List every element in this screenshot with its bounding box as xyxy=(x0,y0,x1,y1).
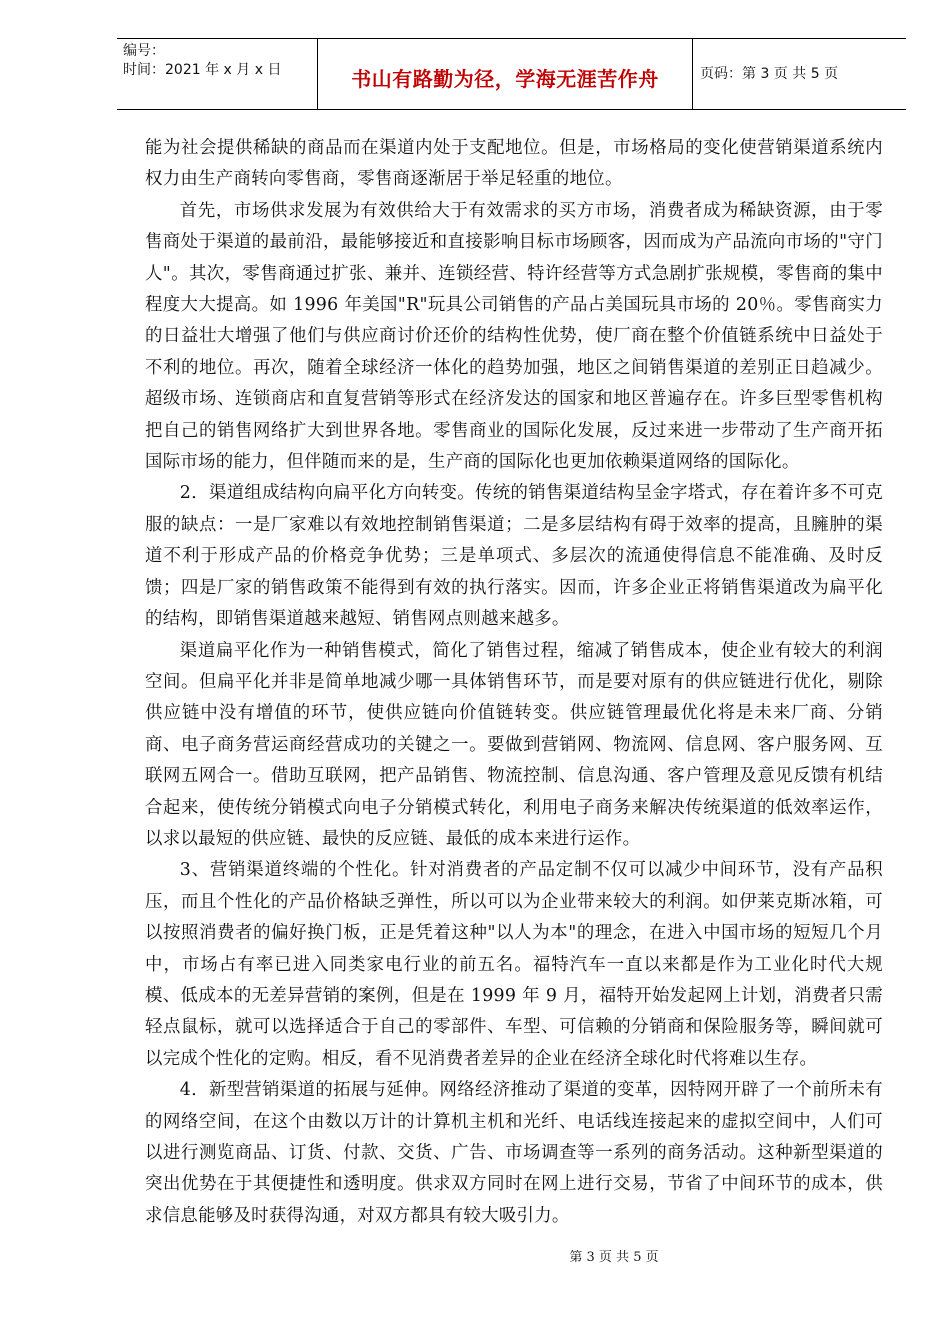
paragraph: 首先，市场供求发展为有效供给大于有效需求的买方市场，消费者成为稀缺资源，由于零售商处于渠道的最前沿，最能够接近和直接影响目标市场顾客，因而成为产品流向市场的"守门人"。其次，零售商通过扩张、兼并、连锁经营、特许经营等方式急剧扩张规模，零售商的集中程度大大提高。如 1996 年美国"R"玩具公司销售的产品占美国玩具市场的 20％。零售商实力的日益壮大增强了他们与供应商讨价还价的结构性优势，使厂商在整个价值链系统中日益处于不利的地位。再次，随着全球经济一体化的趋势加强，地区之间销售渠道的差别正日趋减少。超级市场、连锁商店和直复营销等形式在经济发达的国家和地区普遍存在。许多巨型零售机构把自己的销售网络扩大到世界各地。零售商业的国际化发展，反过来进一步带动了生产商开拓国际市场的能力，但伴随而来的是，生产商的国际化也更加依赖渠道网络的国际化。 xyxy=(145,200,883,473)
header-motto-cell xyxy=(317,39,693,109)
footer-page-number: 第 3 页 共 5 页 xyxy=(569,1250,659,1265)
paragraph: 2．渠道组成结构向扁平化方向转变。传统的销售渠道结构呈金字塔式，存在着许多不可克服的缺点：一是厂家难以有效地控制销售渠道；二是多层结构有碍于效率的提高，且臃肿的渠道不利于形成产品的价格竞争优势；三是单项式、多层次的流通使得信息不能准确、及时反馈；四是厂家的销售政策不能得到有效的执行落实。因而，许多企业正将销售渠道改为扁平化的结构，即销售渠道越来越短、销售网点则越来越多。 xyxy=(145,483,883,630)
header-page-number: 页码：第 3 页 共 5 页 xyxy=(700,66,839,82)
page-footer xyxy=(0,1246,950,1265)
paragraph-continuation: 能为社会提供稀缺的商品而在渠道内处于支配地位。但是，市场格局的变化使营销渠道系统内权力由生产商转向零售商，零售商逐渐居于举足轻重的地位。 xyxy=(145,138,883,190)
document-body xyxy=(145,133,883,1232)
document-header xyxy=(117,38,906,110)
header-page-cell xyxy=(692,39,906,109)
paragraph: 3、营销渠道终端的个性化。针对消费者的产品定制不仅可以减少中间环节，没有产品积压，而且个性化的产品价格缺乏弹性，所以可以为企业带来较大的利润。如伊莱克斯冰箱，可以按照消费者的偏好换门板，正是凭着这种"以人为本"的理念，在进入中国市场的短短几个月中，市场占有率已进入同类家电行业的前五名。福特汽车一直以来都是作为工业化时代大规模、低成本的无差异营销的案例，但是在 1999 年 9 月，福特开始发起网上计划，消费者只需轻点鼠标，就可以选择适合于自己的零部件、车型、可信赖的分销商和保险服务等，瞬间就可以完成个性化的定购。相反，看不见消费者差异的企业在经济全球化时代将难以生存。 xyxy=(145,860,883,1069)
paragraph: 4．新型营销渠道的拓展与延伸。网络经济推动了渠道的变革，因特网开辟了一个前所未有的网络空间，在这个由数以万计的计算机主机和光纤、电话线连接起来的虚拟空间中，人们可以进行测览商品、订货、付款、交货、广告、市场调查等一系列的商务活动。这种新型渠道的突出优势在于其便捷性和透明度。供求双方同时在网上进行交易，节省了中间环节的成本，供求信息能够及时获得沟通，对双方都具有较大吸引力。 xyxy=(145,1080,883,1226)
document-date-label: 时间：2021 年 x 月 x 日 xyxy=(123,62,282,78)
header-motto: 书山有路勤为径，学海无涯苦作舟 xyxy=(351,67,659,91)
document-number-label: 编号： xyxy=(123,43,165,59)
paragraph: 渠道扁平化作为一种销售模式，简化了销售过程，缩减了销售成本，使企业有较大的利润空间。但扁平化并非是简单地减少哪一具体销售环节，而是要对原有的供应链进行优化，剔除供应链中没有增值的环节，使供应链向价值链转变。供应链管理最优化将是未来厂商、分销商、电子商务营运商经营成功的关键之一。要做到营销网、物流网、信息网、客户服务网、互联网五网合一。借助互联网，把产品销售、物流控制、信息沟通、客户管理及意见反馈有机结合起来，使传统分销模式向电子分销模式转化，利用电子商务来解决传统渠道的低效率运作，以求以最短的供应链、最快的反应链、最低的成本来进行运作。 xyxy=(145,640,883,849)
header-meta-cell xyxy=(117,39,317,109)
